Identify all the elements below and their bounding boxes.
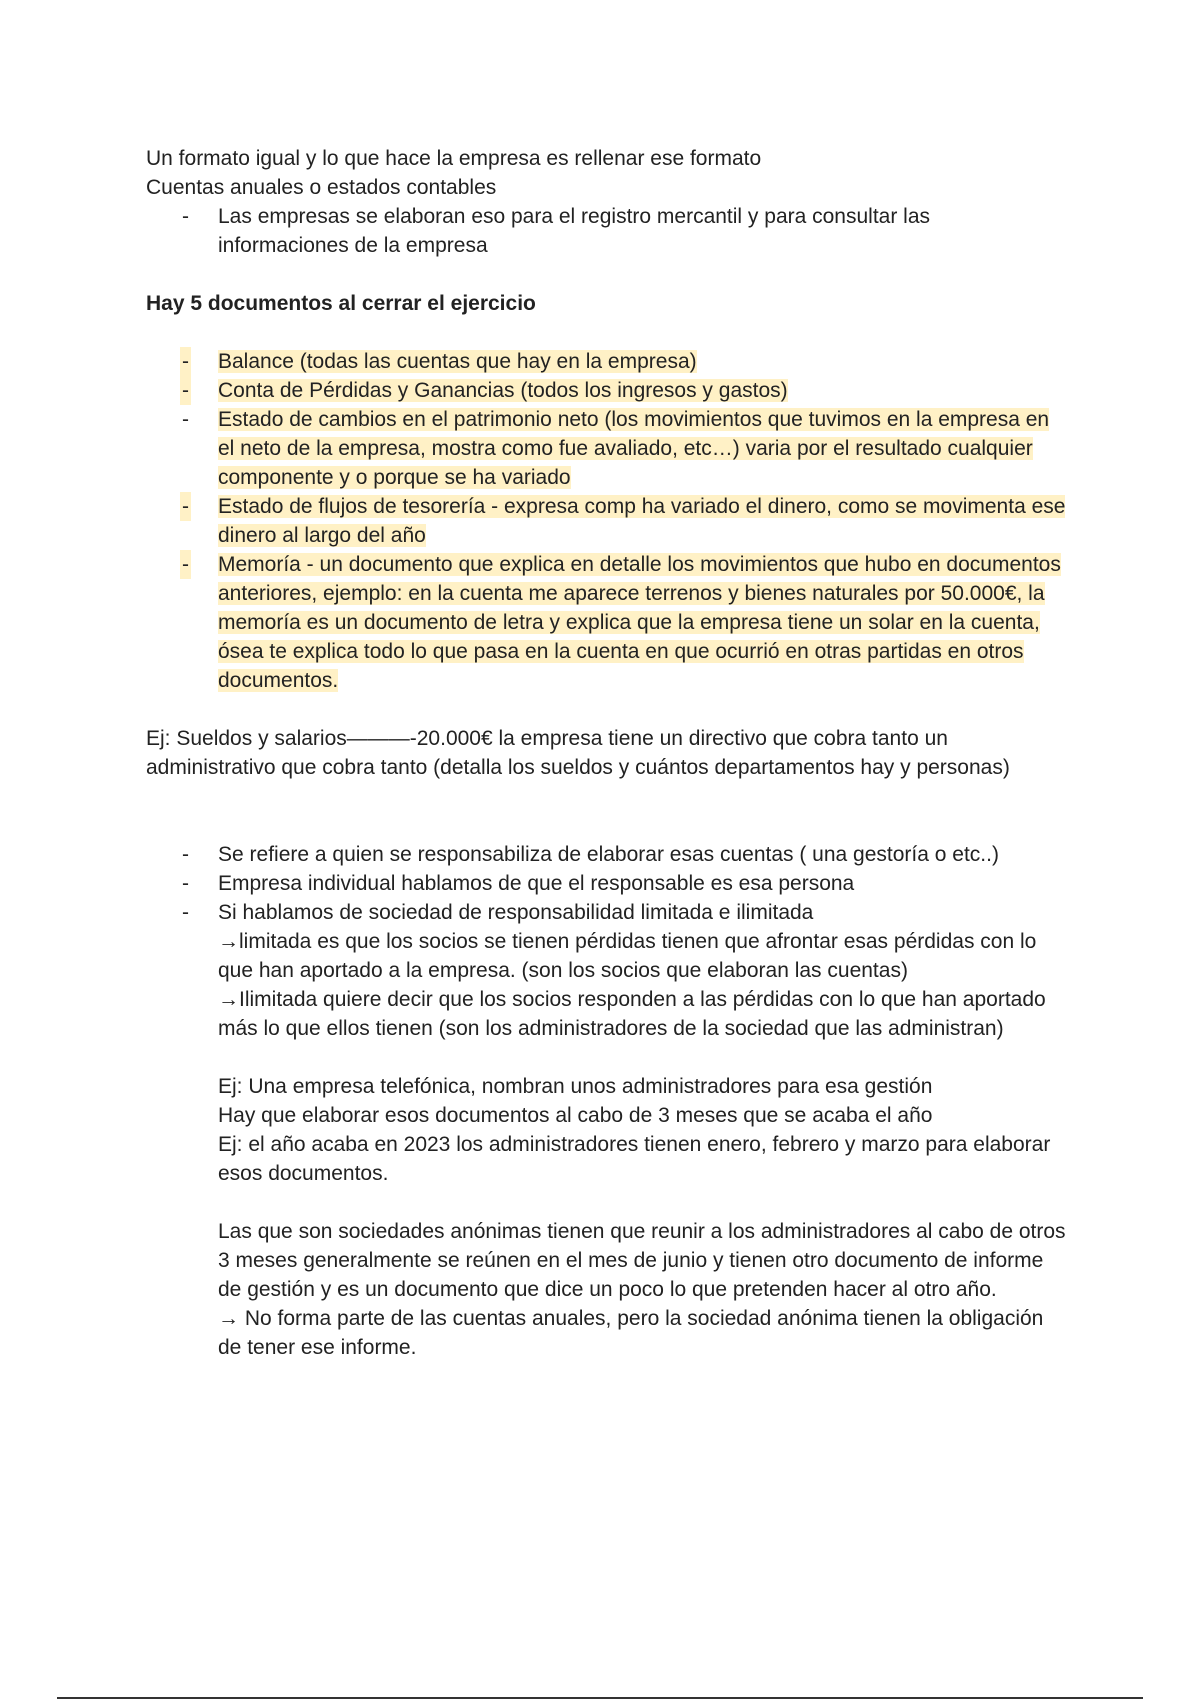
list-item	[146, 898, 1066, 927]
bullet-dash: -	[180, 492, 191, 521]
responsibility-item-2: Empresa individual hablamos de que el responsable es esa persona	[218, 872, 855, 895]
example-telefonica: Ej: Una empresa telefónica, nombran unos administradores para esa gestión	[218, 1075, 933, 1098]
ilimitada-note: →Ilimitada quiere decir que los socios responden a las pérdidas con lo que han aportado más lo que ellos tienen (son los administradores de la sociedad que las administran)	[218, 988, 1046, 1040]
sociedades-anonimas-paragraph: Las que son sociedades anónimas tienen que reunir a los administradores al cabo de otros 3 meses generalmente se reúnen en el mes de junio y tienen otro documento de informe de gestión y es un documento que dice un poco lo que pretenden hacer al otro año.	[218, 1220, 1066, 1301]
footer-rule	[57, 1697, 1143, 1699]
intro-list	[146, 202, 1066, 260]
list-item	[146, 405, 1066, 492]
document-memoria: Memoría - un documento que explica en detalle los movimientos que hubo en documentos anteriores, ejemplo: en la cuenta me aparece terrenos y bienes naturales por 50.000€, la memoría es un documento de letra y explica que la empresa tiene un solar en la cuenta, ósea te explica todo lo que pasa en la cuenta en que ocurrió en otras partidas en otros documentos.	[218, 553, 1061, 692]
intro-bullet-text: Las empresas se elaboran eso para el registro mercantil y para consultar las informaciones de la empresa	[218, 205, 931, 257]
list-item	[146, 840, 1066, 869]
document-flujos-tesoreria: Estado de flujos de tesorería - expresa comp ha variado el dinero, como se movimenta ese dinero al largo del año	[218, 495, 1066, 547]
bullet-dash: -	[182, 408, 189, 431]
informe-gestion-note: → No forma parte de las cuentas anuales, pero la sociedad anónima tienen la obligación de tener ese informe.	[218, 1307, 1044, 1359]
bullet-dash: -	[182, 205, 189, 228]
bullet-dash: -	[182, 901, 189, 924]
limitada-note: →limitada es que los socios se tienen pérdidas tienen que afrontar esas pérdidas con lo que han aportado a la empresa. (son los socios que elaboran las cuentas)	[218, 930, 1037, 982]
responsibility-list	[146, 840, 1066, 927]
bullet-dash: -	[180, 347, 191, 376]
document-patrimonio-neto: Estado de cambios en el patrimonio neto (los movimientos que tuvimos en la empresa en el neto de la empresa, mostra como fue avaliado, etc…) varia por el resultado cualquier componente y o porque se ha variado	[218, 408, 1050, 489]
list-item	[146, 202, 1066, 260]
document-balance: Balance (todas las cuentas que hay en la empresa)	[218, 350, 697, 373]
section-heading: Hay 5 documentos al cerrar el ejercicio	[146, 292, 536, 315]
three-months-note: Hay que elaborar esos documentos al cabo de 3 meses que se acaba el año	[218, 1104, 933, 1127]
example-2023: Ej: el año acaba en 2023 los administradores tienen enero, febrero y marzo para elaborar esos documentos.	[218, 1133, 1051, 1185]
responsibility-item-3: Si hablamos de sociedad de responsabilidad limitada e ilimitada	[218, 901, 814, 924]
intro-line-1: Un formato igual y lo que hace la empresa es rellenar ese formato	[146, 147, 762, 170]
list-item	[146, 550, 1066, 695]
documents-list	[146, 347, 1066, 695]
list-item	[146, 869, 1066, 898]
bullet-dash: -	[182, 843, 189, 866]
bullet-dash: -	[180, 376, 191, 405]
bullet-dash: -	[180, 550, 191, 579]
list-item	[146, 376, 1066, 405]
document-page	[146, 144, 1066, 1362]
document-perdidas-ganancias: Conta de Pérdidas y Ganancias (todos los ingresos y gastos)	[218, 379, 788, 402]
list-item	[146, 347, 1066, 376]
example-sueldos: Ej: Sueldos y salarios———-20.000€ la empresa tiene un directivo que cobra tanto un administrativo que cobra tanto (detalla los sueldos y cuántos departamentos hay y personas)	[146, 727, 1010, 779]
intro-line-2: Cuentas anuales o estados contables	[146, 176, 497, 199]
list-item	[146, 492, 1066, 550]
bullet-dash: -	[182, 872, 189, 895]
responsibility-item-1: Se refiere a quien se responsabiliza de elaborar esas cuentas ( una gestoría o etc..)	[218, 843, 999, 866]
